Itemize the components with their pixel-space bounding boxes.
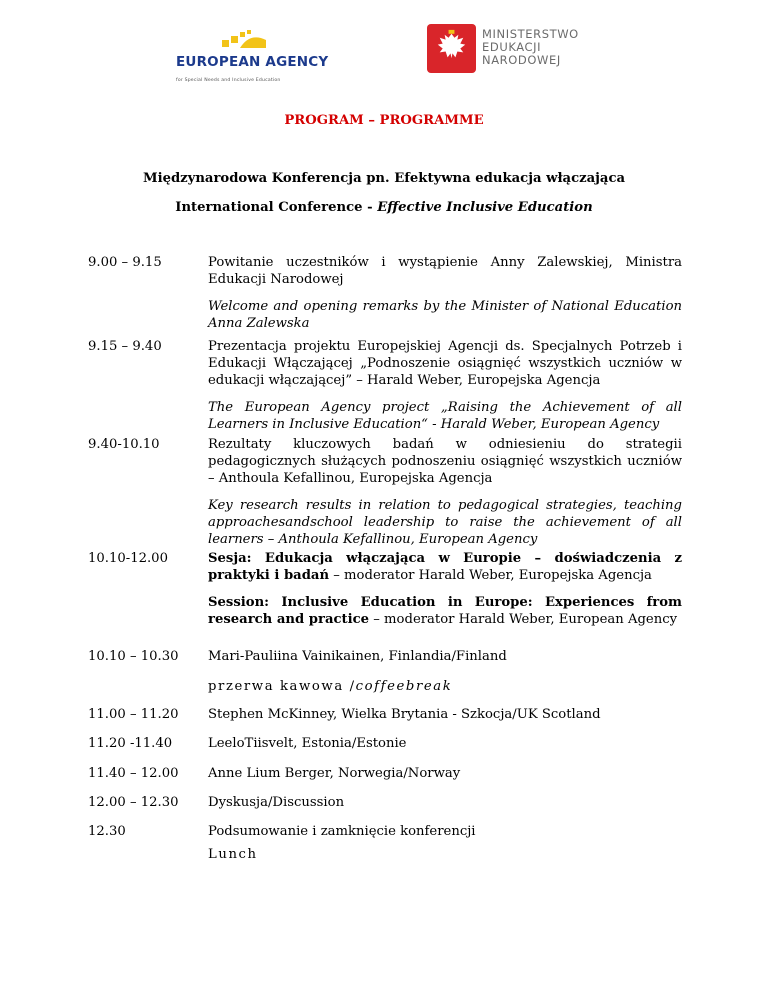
header-logos bbox=[0, 24, 768, 84]
coffee-break-en: coffeebreak bbox=[355, 679, 453, 694]
lunch-text: Lunch bbox=[208, 847, 258, 862]
schedule-time: 12.00 – 12.30 bbox=[88, 795, 179, 810]
polish-eagle-emblem-icon bbox=[427, 24, 476, 73]
schedule-text-en: Key research results in relation to pedagogical strategies, teaching approachesandschool leadership to raise the achievement of all learners – Anthoula Kefallinou, European Agency bbox=[208, 498, 682, 547]
program-title: PROGRAM – PROGRAMME bbox=[284, 113, 484, 128]
conference-title-en-name: Effective Inclusive Education bbox=[377, 200, 593, 215]
ministry-name-line: NARODOWEJ bbox=[482, 53, 561, 67]
coffee-break-pl: przerwa kawowa / bbox=[208, 679, 356, 694]
ministry-name-line: EDUKACJI bbox=[482, 40, 542, 54]
schedule-time: 9.40-10.10 bbox=[88, 437, 160, 452]
conference-title-en-prefix: International Conference - bbox=[175, 200, 378, 215]
session-moderator-pl: – moderator Harald Weber, Europejska Agencja bbox=[329, 568, 652, 583]
european-agency-logo bbox=[172, 30, 329, 83]
schedule-text-pl: Prezentacja projektu Europejskiej Agencji ds. Specjalnych Potrzeb i Edukacji Włączającej „Podnoszenie osiągnięć wszystkich uczniów w edukacji włączającej” – Harald Weber, Europejska Agencja bbox=[208, 339, 682, 388]
schedule-text-en bbox=[208, 594, 682, 628]
european-agency-tagline: for Special Needs and Inclusive Education bbox=[176, 78, 281, 83]
schedule-text: Dyskusja/Discussion bbox=[208, 795, 345, 810]
schedule-time: 9.15 – 9.40 bbox=[88, 339, 162, 354]
schedule-time: 9.00 – 9.15 bbox=[88, 255, 162, 270]
schedule-time: 12.30 bbox=[88, 824, 126, 839]
schedule-text: Mari-Pauliina Vainikainen, Finlandia/Finland bbox=[208, 649, 507, 664]
session-title-en: Session: Inclusive Education in Europe: Experiences from research and practice bbox=[208, 595, 682, 627]
session-title-pl: Sesja: Edukacja włączająca w Europie – doświadczenia z praktyki i badań bbox=[208, 551, 682, 583]
schedule-time: 11.00 – 11.20 bbox=[88, 707, 179, 722]
schedule-text-en: Welcome and opening remarks by the Minister of National Education Anna Zalewska bbox=[208, 299, 682, 331]
session-moderator-en: – moderator Harald Weber, European Agency bbox=[369, 612, 678, 627]
schedule-description bbox=[208, 254, 682, 332]
conference-title-en bbox=[0, 199, 768, 216]
ministry-name bbox=[482, 28, 579, 67]
schedule-text-pl bbox=[208, 550, 682, 584]
schedule-time: 11.40 – 12.00 bbox=[88, 766, 179, 781]
coffee-break-text bbox=[208, 678, 682, 695]
schedule-text-en: The European Agency project „Raising the Achievement of all Learners in Inclusive Education“ - Harald Weber, European Agency bbox=[208, 400, 682, 432]
schedule-text: Stephen McKinney, Wielka Brytania - Szkocja/UK Scotland bbox=[208, 707, 601, 722]
schedule-text-pl: Powitanie uczestników i wystąpienie Anny Zalewskiej, Ministra Edukacji Narodowej bbox=[208, 255, 682, 287]
conference-title-pl: Międzynarodowa Konferencja pn. Efektywna edukacja włączająca bbox=[142, 171, 626, 186]
schedule-time: 10.10 – 10.30 bbox=[88, 649, 179, 664]
schedule-description bbox=[208, 550, 682, 628]
schedule-text: Anne Lium Berger, Norwegia/Norway bbox=[208, 766, 461, 781]
schedule-text: Podsumowanie i zamknięcie konferencji bbox=[208, 824, 476, 839]
european-agency-name: EUROPEAN AGENCY bbox=[176, 54, 329, 70]
schedule-text: LeeloTiisvelt, Estonia/Estonie bbox=[208, 736, 407, 751]
ministry-name-line: MINISTERSTWO bbox=[482, 27, 579, 41]
schedule-description bbox=[208, 436, 682, 548]
schedule-description bbox=[208, 338, 682, 433]
schedule-text-pl: Rezultaty kluczowych badań w odniesieniu do strategii pedagogicznych służących podnoszeniu osiągnięć wszystkich uczniów – Anthoula Kefallinou, Europejska Agencja bbox=[208, 437, 682, 486]
european-agency-mark-icon bbox=[220, 30, 270, 52]
schedule-time: 10.10-12.00 bbox=[88, 551, 168, 566]
schedule-time: 11.20 -11.40 bbox=[88, 736, 173, 751]
